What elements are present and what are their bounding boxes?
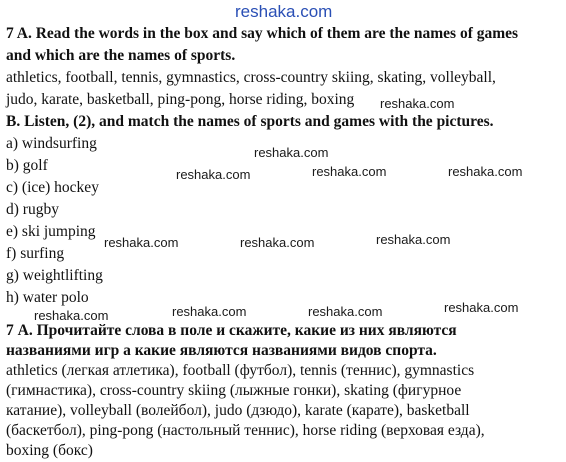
- watermark: reshaka.com: [376, 232, 451, 247]
- exercise-a-heading-line-2: and which are the names of sports.: [6, 47, 236, 64]
- watermark: reshaka.com: [312, 164, 387, 179]
- watermark: reshaka.com: [104, 235, 179, 250]
- sport-item-g: g) weightlifting: [6, 267, 103, 284]
- translation-heading-line-2: названиями игр а какие являются названиями видов спорта.: [6, 342, 437, 359]
- sport-item-b: b) golf: [6, 157, 48, 174]
- watermark: reshaka.com: [172, 304, 247, 319]
- exercise-b-heading: B. Listen, (2), and match the names of sports and games with the pictures.: [6, 113, 494, 130]
- watermark: reshaka.com: [448, 164, 523, 179]
- exercise-a-heading-line-1: 7 A. Read the words in the box and say which of them are the names of games: [6, 25, 519, 42]
- translation-line-1: athletics (легкая атлетика), football (футбол), tennis (теннис), gymnastics: [6, 362, 475, 379]
- translation-line-5: boxing (бокс): [6, 442, 93, 459]
- word-box-line-2: judo, karate, basketball, ping-pong, horse riding, boxing: [6, 91, 355, 108]
- sport-item-d: d) rugby: [6, 201, 59, 218]
- translation-line-2: (гимнастика), cross-country skiing (лыжные гонки), skating (фигурное: [6, 382, 462, 399]
- watermark: reshaka.com: [308, 304, 383, 319]
- translation-line-3: катание), volleyball (волейбол), judo (дзюдо), karate (карате), basketball: [6, 402, 470, 419]
- sport-item-c: c) (ice) hockey: [6, 179, 99, 196]
- sport-item-a: a) windsurfing: [6, 135, 97, 152]
- word-box-line-1: athletics, football, tennis, gymnastics, cross-country skiing, skating, volleyball,: [6, 69, 496, 86]
- watermark: reshaka.com: [444, 300, 519, 315]
- watermark: reshaka.com: [240, 235, 315, 250]
- watermark-top: reshaka.com: [235, 2, 333, 21]
- watermark: reshaka.com: [176, 167, 251, 182]
- watermark: reshaka.com: [254, 145, 329, 160]
- translation-line-4: (баскетбол), ping-pong (настольный теннис), horse riding (верховая езда),: [6, 422, 485, 439]
- sport-item-e: e) ski jumping: [6, 223, 96, 240]
- sport-item-h: h) water polo: [6, 289, 89, 306]
- watermark: reshaka.com: [34, 308, 109, 323]
- watermark: reshaka.com: [380, 96, 455, 111]
- sport-item-f: f) surfing: [6, 245, 65, 262]
- translation-heading-line-1: 7 А. Прочитайте слова в поле и скажите, какие из них являются: [6, 322, 457, 339]
